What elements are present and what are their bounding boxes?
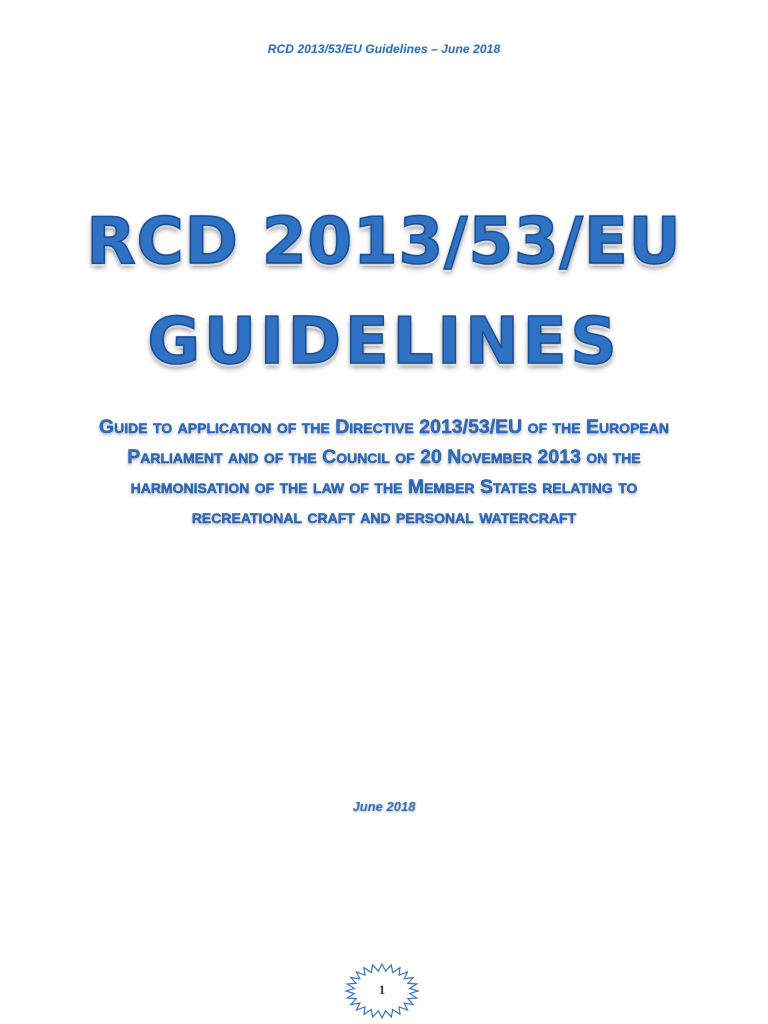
page-number-badge — [344, 962, 420, 1020]
subtitle: Guide to application of the Directive 2013/53/EU of the European Parliament and of the Council of 20 November 2013 on the harmonisation of the law of the Member States relating to recreational craft and personal watercraft — [99, 416, 669, 528]
page-number: 1 — [378, 982, 386, 997]
title-line-2: GUIDELINES — [0, 310, 768, 374]
running-header: RCD 2013/53/EU Guidelines – June 2018 — [267, 42, 501, 56]
document-date: June 2018 — [352, 799, 416, 814]
title-line-1: RCD 2013/53/EU — [0, 210, 768, 274]
